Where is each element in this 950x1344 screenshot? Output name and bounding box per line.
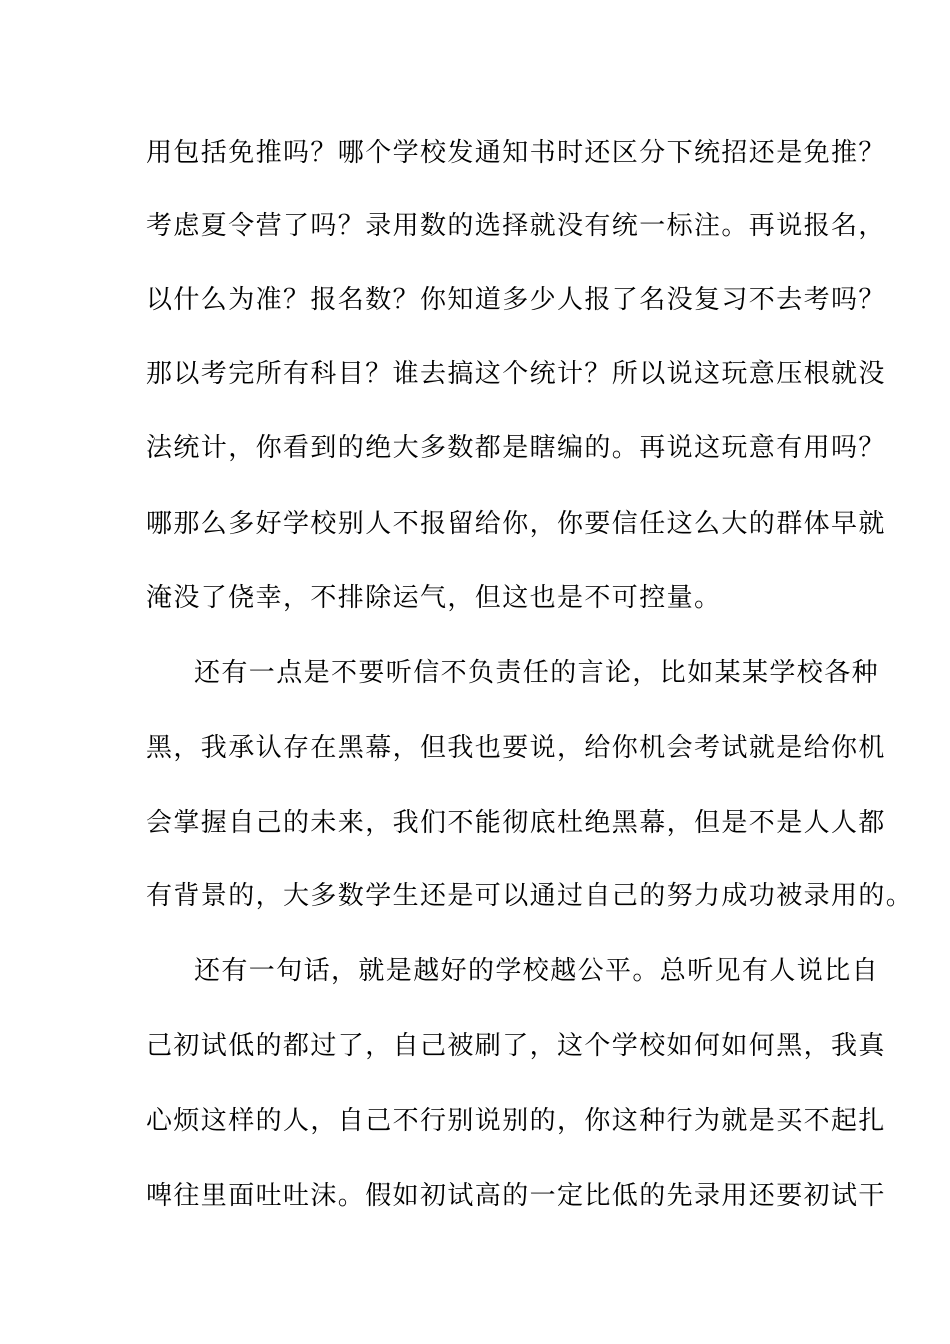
text-line: 黑，我承认存在黑幕，但我也要说，给你机会考试就是给你机 — [146, 733, 886, 763]
text-line: 用包括免推吗？哪个学校发通知书时还区分下统招还是免推？ — [146, 138, 886, 168]
paragraph-first-line: 还有一句话，就是越好的学校越公平。总听见有人说比自 — [194, 956, 880, 986]
text-line: 考虑夏令营了吗？录用数的选择就没有统一标注。再说报名， — [146, 211, 886, 241]
text-line: 会掌握自己的未来，我们不能彻底杜绝黑幕，但是不是人人都 — [146, 808, 886, 838]
text-line: 有背景的，大多数学生还是可以通过自己的努力成功被录用的。 — [146, 881, 914, 911]
text-line: 啤往里面吐吐沫。假如初试高的一定比低的先录用还要初试干 — [146, 1181, 886, 1211]
text-line: 己初试低的都过了，自己被刷了，这个学校如何如何黑，我真 — [146, 1031, 886, 1061]
text-line: 哪那么多好学校别人不报留给你，你要信任这么大的群体早就 — [146, 509, 886, 539]
text-line: 法统计，你看到的绝大多数都是瞎编的。再说这玩意有用吗？ — [146, 433, 886, 463]
text-line: 那以考完所有科目？谁去搞这个统计？所以说这玩意压根就没 — [146, 359, 886, 389]
paragraph-first-line: 还有一点是不要听信不负责任的言论，比如某某学校各种 — [194, 658, 880, 688]
text-line: 心烦这样的人，自己不行别说别的，你这种行为就是买不起扎 — [146, 1106, 886, 1136]
text-line: 以什么为准？报名数？你知道多少人报了名没复习不去考吗？ — [146, 285, 886, 315]
text-line: 淹没了侥幸，不排除运气，但这也是不可控量。 — [146, 583, 722, 613]
